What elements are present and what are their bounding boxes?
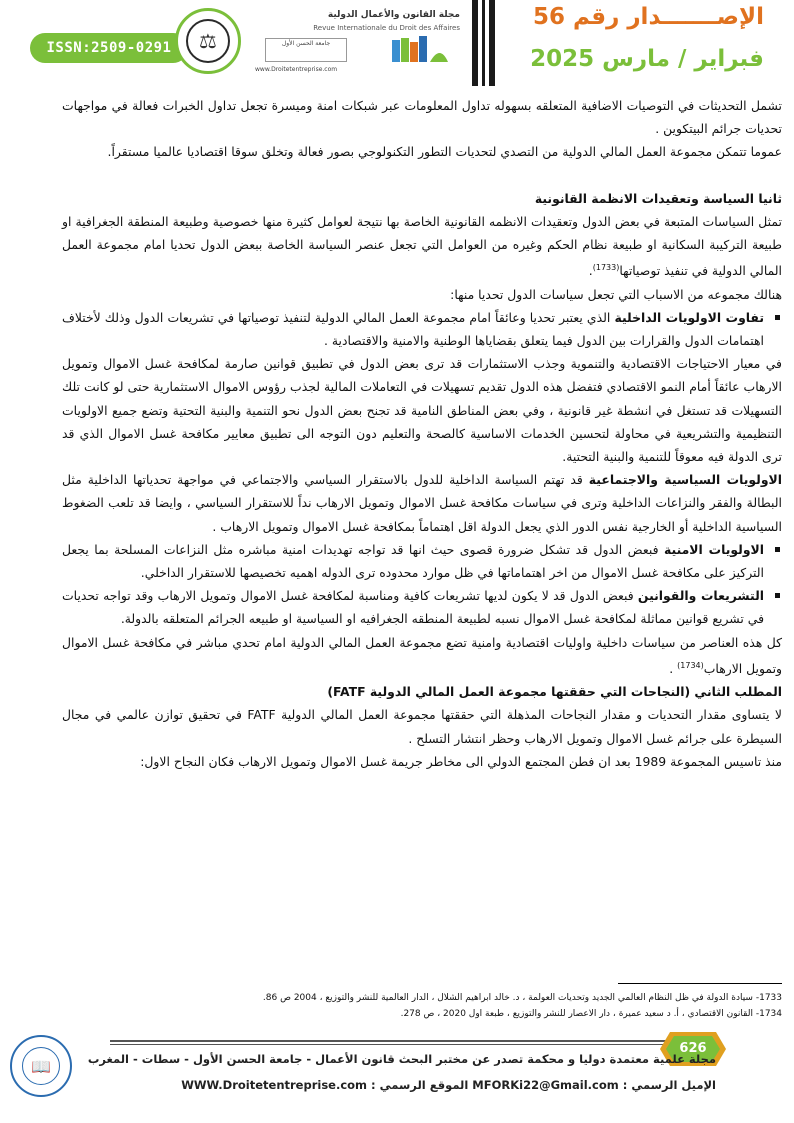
footer-divider (110, 1044, 670, 1045)
footer-divider (110, 1040, 670, 1042)
university-label: جامعة الحسن الأول (265, 38, 347, 62)
footer-contact[interactable]: الإميل الرسمي : MFORKi22@Gmail.com الموقع الرسمي : WWW.Droitetentreprise.com (181, 1078, 716, 1092)
books-icon (390, 34, 450, 64)
paragraph: تشمل التحديثات في التوصيات الاضافية المتعلقه بسهوله تداول المعلومات عبر شبكات امنة وميسرة تجعل تداول الخبرات فعالة في مواجهات تحديات جرائم البيتكوين . (62, 98, 782, 137)
issue-date: فبراير / مارس 2025 (530, 46, 764, 72)
issue-number: 56 (532, 4, 565, 30)
scales-of-justice-icon: ⚖ (186, 19, 230, 63)
paragraph: لا يتساوى مقدار التحديات و مقدار النجاحات المذهلة التي حققتها مجموعة العمل المالي الدولية FATF في تحقيق توازن عالمي في مجال السيطرة على جرائم غسل الاموال وتمويل الارهاب وحظر انتشار التسلح . (62, 707, 782, 746)
footnote: 1733- سيادة الدولة في ظل النظام العالمي الجديد وتحديات العولمة ، د. خالد ابراهيم الشلال ، الدار العالمية للنشر والتوزيع ، 2004 ص 86. (262, 993, 782, 1003)
bullet-icon (775, 593, 780, 598)
footer-seal (10, 1035, 72, 1097)
section-heading: المطلب الثاني (النجاحات التي حققتها مجموعة العمل المالي الدولية FATF) (327, 684, 782, 700)
paragraph: تمثل السياسات المتبعة في بعض الدول وتعقيدات الانظمه القانونية الخاصة بها نتيجة لعوامل كثيرة منها خصوصية وطبيعة المنطقة الجغرافية او طبيعة التركيبة السكانية او طبيعة نظام الحكم وغيره من العوامل التي تجعل عنصر السياسة الخاصة ببعض الدول تحديا امام مجموعة العمل المالي الدولية في تنفيذ توصياتها$^{(1733)}$. (62, 213, 782, 279)
article-body (62, 94, 782, 773)
paragraph: هنالك مجموعه من الاسباب التي تجعل سياسات الدول تحديا منها: (450, 286, 782, 302)
paragraph: كل هذه العناصر من سياسات داخلية واوليات اقتصادية وامنية تضع مجموعة العمل المالي الدولية امام تحدي مباشر في مكافحة غسل الاموال وتمويل الارهاب$^{(1734)}$ . (62, 634, 782, 676)
journal-url: www.Droitetentreprise.com (255, 66, 338, 73)
issue-label: الإصـــــــدار رقم (572, 4, 764, 30)
footnote-divider (618, 983, 782, 984)
bullet-icon (775, 547, 780, 552)
paragraph: منذ تاسيس المجموعة 1989 بعد ان فطن المجتمع الدولي الى مخاطر جريمة غسل الاموال وتمويل الارهاب فكان النجاح الاول: (140, 753, 782, 769)
issue-title (533, 4, 764, 30)
footer-journal-info: مجلة علمية معتمدة دوليا و محكمة تصدر عن مختبر البحث قانون الأعمال - جامعة الحسن الأول - سطات - المغرب (87, 1052, 716, 1066)
page-header (0, 0, 794, 86)
footnote: 1734- القانون الاقتصادي ، أ. د سعيد عميرة ، دار الاعصار للنشر والتوزيع ، طبعة اول 2020 ، ص 278. (400, 1009, 782, 1019)
paragraph: في معيار الاحتياجات الاقتصادية والتنموية وجذب الاستثمارات قد ترى بعض الدول في تطبيق قوانين صارمة لمكافحة غسل الاموال وتمويل الارهاب عائقاً أمام النمو الاقتصادي فتفضل هذه الدول تقديم تسهيلات في التعاملات المالية لجذب رؤوس الاموال الاستثمارية حتى لو كانت تلك التسهيلات قد تستغل في انشطة غير قانونية ، وفي بعض المناطق النامية قد تجنح بعض الدول نحو التنمية والبنية التحتية وتضع جميع الاولويات التنظيمية والتشريعية في محاولة لتحسين الخدمات الاساسية كالصحة والتعليم دون التوجه الى تطبيق معايير مكافحة غسل الاموال الذي قد ترى الدولة فيه معوقاً للتنمية والبنية التحتية. (62, 356, 782, 464)
journal-name: مجلة القانون والأعمال الدولية (327, 10, 460, 20)
footnotes (62, 990, 782, 1022)
bullet-icon (775, 315, 780, 320)
paragraph: عموما تتمكن مجموعة العمل المالي الدولية من التصدي لتحديات التطور التكنولوجي بصور فعالة وتخلق سوقا اقتصاديا عالميا مستقراً. (107, 144, 782, 160)
issn-badge: ISSN:2509-0291 (30, 33, 188, 63)
journal-banner (245, 10, 460, 73)
list-item: الاولويات الامنية فبعض الدول قد تشكل ضرورة قصوى حيث انها قد تواجه تهديدات امنية مباشره مثل النزاعات المسلحة بما يجعل التركيز على مكافحة غسل الاموال من اخر اهتماماتها في ظل موارد محدوده ترى الدوله اهميه تخصيصها للاستقرار الداخلي. (62, 538, 782, 584)
list-item: تفاوت الاولويات الداخلية الذي يعتبر تحديا وعائقاً امام مجموعة العمل المالي الدولية لتنفيذ توصياتها في تشريعات الدول وذلك لأختلاف اهتمامات الدول والقرارات بين الدول فيما يتعلق بقضاياها الوطنية والامنية والاقتصادية . (62, 306, 782, 352)
paragraph: الاولويات السياسية والاجتماعية قد تهتم السياسة الداخلية للدول بالاستقرار السياسي والاجتماعي في مواجهة تحدياتها الداخلية مثل البطالة والفقر والنزاعات الداخلية وترى في سياسات مكافحة غسل الاموال وتمويل الارهاب نداً للاستقرار السياسي ، وايضا قد تلعب الضغوط السياسية الداخلية أو الخارجية نفس الدور الذي يجعل الدولة اقل اهتماماً بمكافحة غسل الاموال وتمويل الارهاب . (62, 472, 782, 534)
list-item: التشريعات والقوانين فبعض الدول قد لا يكون لديها تشريعات كافية ومناسبة لمكافحة غسل الاموال وتمويل الارهاب وقد تواجه تحديات في تشريع قوانين مماثلة لمكافحة غسل الاموال نسبه لطبيعة المنطقه الجغرافيه او السياسية او طبيعه الجرائم المتعلقه بالدولة. (62, 584, 782, 630)
header-divider (472, 0, 502, 86)
footnote-ref[interactable]: (1733) (592, 263, 620, 273)
book-seal-icon: 📖 (22, 1047, 60, 1085)
journal-name-latin: Revue Internationale du Droit des Affaires (313, 24, 460, 32)
page-number: 626 (679, 1041, 707, 1056)
footnote-ref[interactable]: (1734) (677, 660, 704, 670)
section-heading: ثانيا السياسة وتعقيدات الانظمة القانونية (534, 190, 782, 206)
journal-logo (175, 8, 241, 74)
